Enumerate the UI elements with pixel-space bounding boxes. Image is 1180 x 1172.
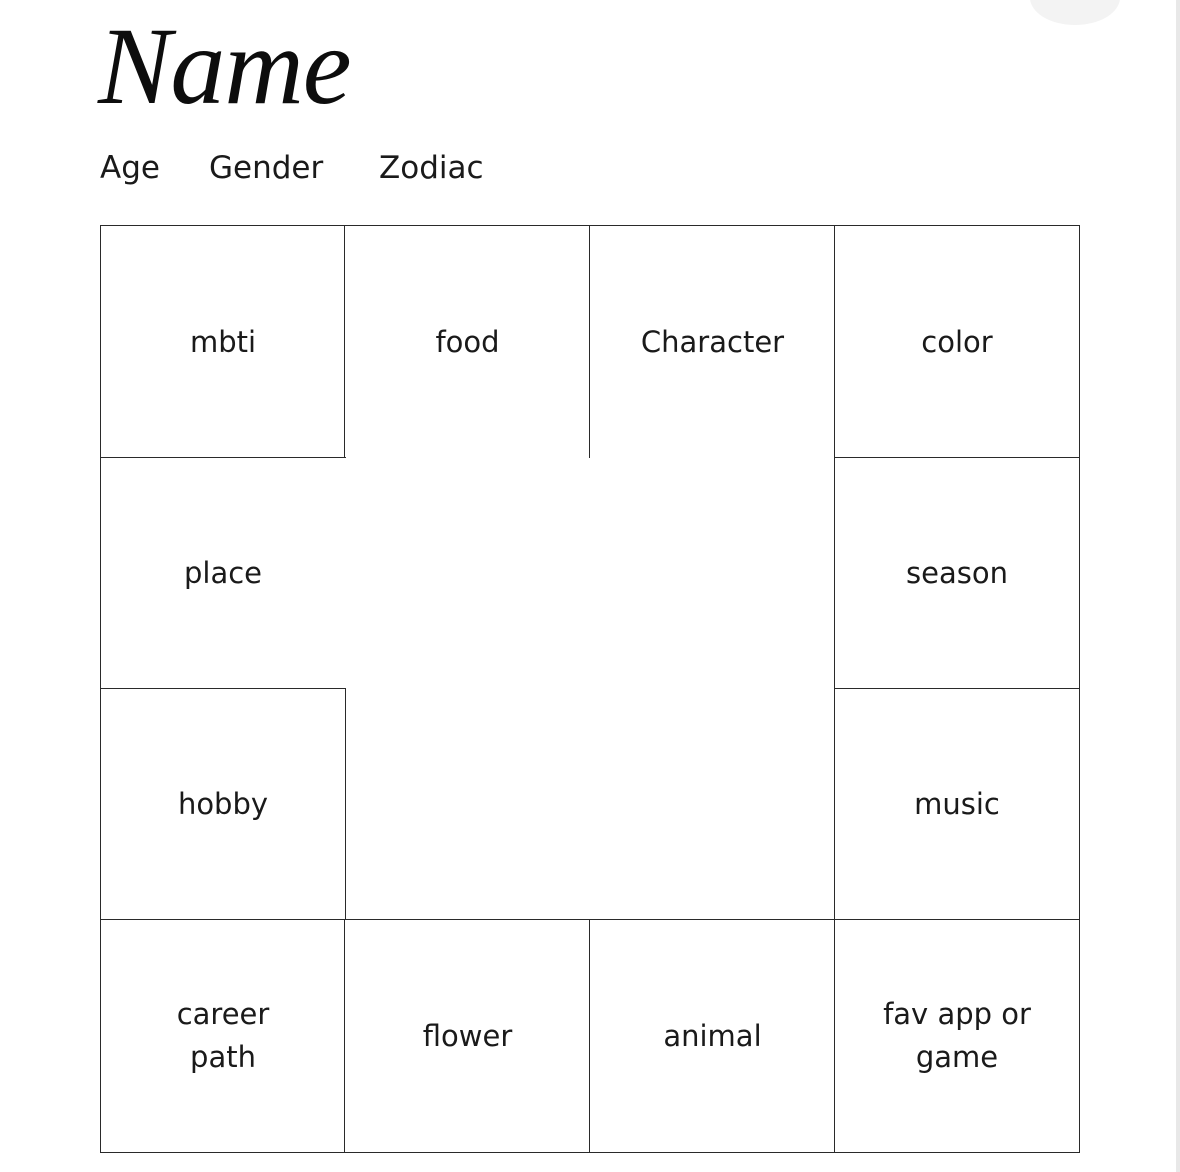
gender-field-label[interactable]: Gender (209, 150, 324, 186)
page-title: Name (98, 5, 351, 127)
cell-animal[interactable]: animal (589, 919, 836, 1153)
cell-place[interactable]: place (100, 457, 346, 690)
cell-season[interactable]: season (834, 457, 1080, 690)
cell-flower[interactable]: flower (344, 919, 591, 1153)
cell-color[interactable]: color (834, 225, 1080, 459)
cell-hobby[interactable]: hobby (100, 688, 346, 921)
right-edge-border (1176, 0, 1180, 1172)
cell-music[interactable]: music (834, 688, 1080, 921)
cell-character[interactable]: Character (589, 225, 836, 459)
corner-shadow (1030, 0, 1120, 25)
cell-career-path[interactable]: career path (100, 919, 346, 1153)
cell-mbti[interactable]: mbti (100, 225, 346, 459)
age-field-label[interactable]: Age (100, 150, 160, 186)
center-photo-area[interactable] (345, 458, 835, 920)
cell-fav-app-or-game[interactable]: fav app or game (834, 919, 1080, 1153)
template-grid (100, 225, 1078, 1151)
cell-food[interactable]: food (344, 225, 591, 459)
zodiac-field-label[interactable]: Zodiac (379, 150, 484, 186)
